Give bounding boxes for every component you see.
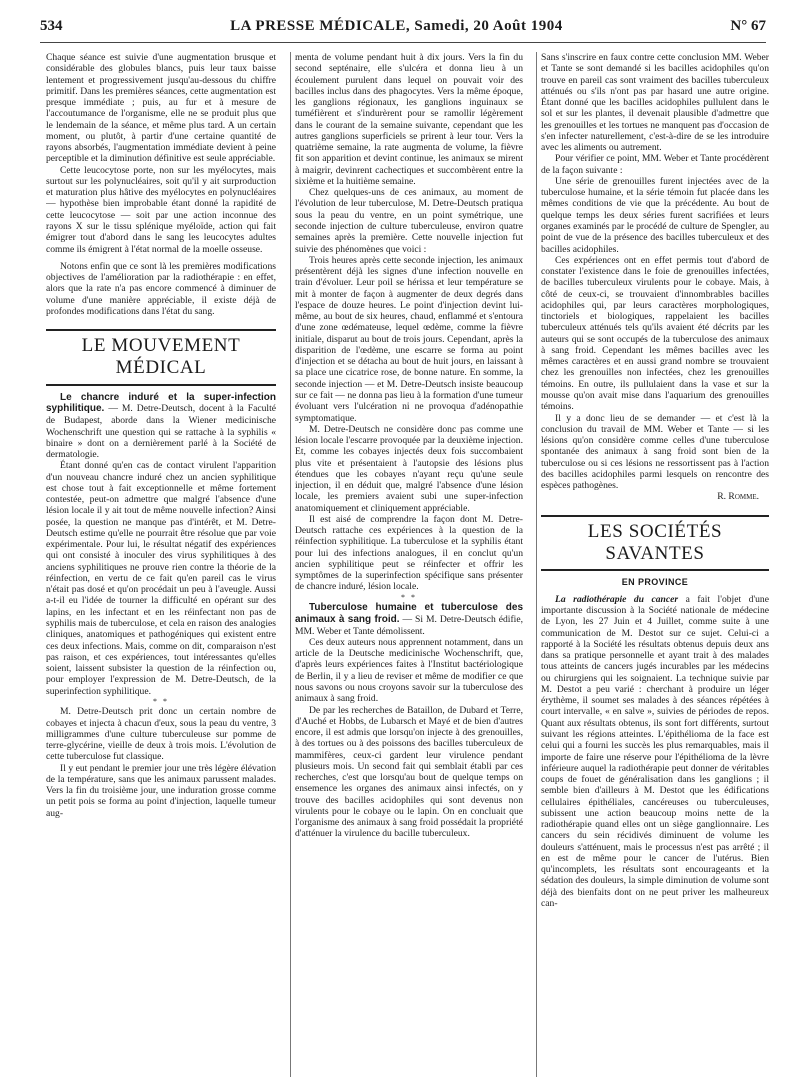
- paragraph: Étant donné qu'en cas de contact virulent l'apparition d'un nouveau chancre induré chez un ancien syphilitique est chose tout à fait exceptionnelle et même fortement contestée, peut-on admettre que malgré l'absence d'une lésion locale il y ait tout de même nouvelle infection? Ainsi posée, la question ne manque pas d'intérêt, et M. Detre-Deutsch estime qu'elle ne pourrait être résolue que par voie expérimentale. Pour lui, le résultat négatif des expériences qui ont consisté à inoculer des virus syphilitiques à des anciens syphilitiques ne prouve rien contre la théorie de la réinfection, en vertu de ce fait qu'en pareil cas le virus n'était pas dosé et qu'on procédait un peu à l'aveugle. Aussi a-t-il eu l'idée de tourner la difficulté en opérant sur des lapins, en les infectant et en les réinfectant non pas de syphilis mais de tuberculose, et cela en raison des analogies cliniques, anatomiques et pathogéniques qui existent entre ces deux infections. Mais, comme on dit, comparaison n'est pas raison, et ces expériences, tout intéressantes qu'elles soient, laissent subsister la question de la réinfection ou, pour employer l'expression de M. Detre-Deutsch, de la superinfection syphilitique.: [46, 460, 276, 697]
- section-title-societes-savantes: LES SOCIÉTÉS SAVANTES: [541, 515, 769, 572]
- article-text: — Si M. Detre-Deutsch édifie, MM. Weber et Tante démolissent.: [295, 613, 523, 637]
- column-3: [536, 52, 769, 1077]
- section-separator: * *: [153, 696, 169, 706]
- paragraph: Trois heures après cette seconde injection, les animaux présentèrent déjà les signes d'une infection nouvelle en train d'évoluer. Leur poil se hérissa et leur température se mit à monter de façon à augmenter de deux degrés dans l'espace de douze heures. Le point d'injection devint lui-même, au bout de six heures, chaud, enflammé et s'entoura d'une zone œdémateuse, lequel œdème, comme la fièvre initiale, disparut au bout de trois jours. Cependant, après la disparition de l'œdème, une escarre se forma au point d'injection et se détacha au bout de huit jours, en laissant à sa place une cicatrice rose, de bonne nature. En somme, la seconde injection — et M. Detre-Deutsch insiste beaucoup sur ce fait — ne donna pas lieu à la formation d'une tumeur évoluant vers l'ulcération ni ne provoqua d'adénopathie symptomatique.: [295, 254, 523, 424]
- article-lead: Tuberculose humaine et tuberculose des animaux à sang froid.: [295, 602, 523, 625]
- paragraph: Une série de grenouilles furent injectées avec de la tuberculose humaine, et la série témoin fut placée dans les mêmes conditions de vie que la précédente. Au bout de quelque temps les deux séries furent sacrifiées et leurs organes examinés par le procédé de culture de Spengler, au point de vue de la présence des bacilles tuberculeux et des bacilles acidophiles.: [541, 175, 769, 255]
- issue-number: N° 67: [730, 18, 766, 34]
- paragraph: Ces deux auteurs nous apprennent notamment, dans un article de la Deutsche medicinische Wochenschrift, que, d'après leurs expériences faites à l'Institut bactériologique de Berlin, il y a lieu de reviser et même de modifier ce que nous savons ou nous croyons savoir sur la tuberculose des animaux à sang froid.: [295, 636, 523, 705]
- paragraph: Il y a donc lieu de se demander — et c'est là la conclusion du travail de MM. Weber et Tante — si les lésions qu'on considère comme celles d'une tuberculose spontanée des animaux à sang froid sont bien de la tuberculose ou si ces lésions ne ressortissent pas à l'action des bacilles acidophiles parmi lesquels on rencontre des espèces pathogènes.: [541, 412, 769, 492]
- article-lead: Le chancre induré et la super-infection syphilitique.: [46, 391, 276, 415]
- paragraph: M. Detre-Deutsch prit donc un certain nombre de cobayes et injecta à chacun d'eux, sous la peau du ventre, 3 milligrammes d'une culture tuberculeuse sur pomme de terre-glycérine, vieille de deux à trois mois. L'évolution de cette tuberculose fut classique.: [46, 706, 276, 763]
- paragraph: M. Detre-Deutsch ne considère donc pas comme une lésion locale l'escarre provoquée par la deuxième injection. Et, comme les cobayes injectés deux fois succombaient plus vite et présentaient à l'autopsie des lésions plus étendues que les cobayes n'ayant reçu qu'une seule injection, il en déduit que, malgré l'absence d'une lésion locale, les premiers avaient subi une super-infection anatomiquement et cliniquement appréciable.: [295, 423, 523, 514]
- section-title-mouvement-medical: LE MOUVEMENT MÉDICAL: [46, 329, 276, 386]
- paragraph: Chez quelques-uns de ces animaux, au moment de l'évolution de leur tuberculose, M. Detre-Deutsch pratiqua sous la peau du ventre, en un point symétrique, une seconde injection de culture tuberculeuse, environ quatre semaines après la première. Cette nouvelle injection fut suivie des phénomènes que voici :: [295, 187, 523, 255]
- paragraph: Notons enfin que ce sont là les premières modifications objectives de l'amélioration par la radiothérapie : en effet, alors que la rate n'a pas encore commencé à diminuer de volume d'une manière appréciable, il existe déjà de profondes modifications dans l'état du sang.: [46, 260, 276, 317]
- article-lead: La radiothérapie du cancer: [555, 593, 679, 605]
- column-1: [46, 52, 276, 1077]
- section-subtitle: EN PROVINCE: [621, 577, 689, 588]
- page-header: [40, 18, 766, 43]
- column-2: [290, 52, 523, 1077]
- paragraph: Pour vérifier ce point, MM. Weber et Tante procédèrent de la façon suivante :: [541, 153, 769, 176]
- paragraph: Cette leucocytose porte, non sur les myélocytes, mais surtout sur les polynucléaires, soit qu'il y ait surproduction et maturation plus hâtive des myélocytes en polynucléaires — hypothèse bien improbable étant donné la rapidité de cette leucocytose — soit par une action inconnue des rayons X sur le tissu splénique myéloïde, action qui fait émigrer tout d'abord dans le sang les leucocytes adultes comme ils émigrent à l'état normal de la moelle osseuse.: [46, 164, 276, 255]
- journal-title: LA PRESSE MÉDICALE, Samedi, 20 Août 1904: [230, 18, 563, 34]
- section-separator: * *: [401, 592, 417, 602]
- author-signature: R. Romme.: [717, 491, 759, 503]
- paragraph: Il est aisé de comprendre la façon dont M. Detre-Deutsch rattache ces expériences à la question de la réinfection syphilitique. La tuberculose et la syphilis étant pour lui des infections analogues, il en conclut qu'un ancien syphilitique peut se réinfecter et offrir les symptômes de la superinfection spécifique sans présenter de chancre induré, lésion locale.: [295, 513, 523, 593]
- article-text: a fait l'objet d'une importante discussion à la Société nationale de médecine de Lyon, les 27 Juin et 4 Juillet, comme suite à une communication de M. Destot sur ce sujet. Celui-ci a rapporté à la Société les résultats obtenus depuis deux ans dans sa pratique personnelle et ayant trait à des malades tous atteints de cancers jugés incurables par les médecins ou chirurgiens qui les soignaient. La technique suivie par M. Destot a peu varié : cherchant à produire un léger érythème, il soumet ses malades à des séances répétées à court intervalle, « en salve », suivies de périodes de repos. Quant aux résultats obtenus, ils sont fort différents, surtout suivant les régions atteintes. L'épithélioma de la face est celui qui a fourni les succès les plus remarquables, mais il importe de faire une réserve pour l'épithélioma de la lèvre inférieure auquel la radiothérapie peut donner de véritables coups de fouet de généralisation dans les ganglions ; il semble bien d'ailleurs à M. Destot que les édifications cellulaires épithéliales, cancéreuses ou tuberculeuses, subissent une action beaucoup moins nette de la radiothérapie quand elles ont un siège ganglionnaire. Les cancers du sein récidivés diminuent de volume les douleurs s'atténuent, mais le processus n'est pas arrêté ; il en est de même pour le cancer de l'utérus. Bien qu'incomplets, les résultats sont encourageants et la sédation des douleurs, la simple diminution de volume sont déjà des bienfaits dont on ne peut priver les malheureux can-: [541, 593, 769, 909]
- paragraph: De par les recherches de Bataillon, de Dubard et Terre, d'Auché et Hobbs, de Lubarsch et Mayé et de bien d'autres encore, il est admis que lorsqu'on injecte à des grenouilles, à des tortues ou à des poissons des bacilles tuberculeux de mammifères, ceux-ci gardent leur virulence pendant plusieurs mois. Un second fait qui semblait établi par ces recherches, c'est que lorsqu'au bout de quelque temps on ensemence les organes des animaux ainsi infectés, on y trouve des bacilles acidophiles qui sont devenus non virulents pour le cobaye ou le lapin. On en concluait que l'organisme des animaux à sang froid possédait la propriété d'atténuer la virulence du bacille tuberculeux.: [295, 704, 523, 840]
- paragraph: Sans s'inscrire en faux contre cette conclusion MM. Weber et Tante se sont demandé si les bacilles acidophiles qu'on trouve en pareil cas sont vraiment des bacilles tuberculeux atténués ou s'ils n'ont pas par hasard une autre origine. Étant donné que les bacilles acidophiles pullulent dans le sol et sur les plantes, il devenait plausible d'admettre que les grenouilles et les tortues ne manquent pas d'occasion de s'en infecter naturellement, c'est-à-dire de se les introduire avec les aliments ou autrement.: [541, 52, 769, 154]
- page-number: 534: [40, 18, 63, 34]
- paragraph: Chaque séance est suivie d'une augmentation brusque et considérable des globules blancs, puis leur taux baisse lentement et progressivement jusqu'au-dessous du chiffre primitif. Dans les premières séances, cette augmentation est presque immédiate ; puis, au fur et à mesure de l'accoutumance de l'organisme, elle ne se produit plus que le lendemain de la séance, et même plus tard. A un certain moment, ou plutôt, à partir d'une certaine quantité de rayons absorbés, l'augmentation immédiate devient à peine perceptible et la diminution définitive est seule appréciable.: [46, 52, 276, 165]
- article-text: — M. Detre-Deutsch, docent à la Faculté de Budapest, aborde dans la Wiener medicinische Wochenschrift une question qui se rattache à la syphilis « binaire » dont on a dernièrement parlé à la Société de dermatologie.: [46, 403, 276, 461]
- paragraph: Il y eut pendant le premier jour une très légère élévation de la température, sans que les animaux parussent malades. Vers la fin du troisième jour, une induration grosse comme un petit pois se forma au point d'injection, laquelle tumeur aug-: [46, 762, 276, 819]
- paragraph: Ces expériences ont en effet permis tout d'abord de constater l'existence dans le foie de grenouilles infectées, de bacilles tuberculeux virulents pour le cobaye. Mais, à côté de ceux-ci, se trouvaient d'innombrables bacilles acidophiles qui, par leurs caractères morphologiques, tinctoriels et biologiques, rappelaient les bacilles tuberculeux atténués tels qu'ils avaient été décrits par les auteurs qui se sont occupés de la tuberculose des animaux à sang froid. Cependant les mêmes bacilles avec les mêmes caractères et en aussi grand nombre se trouvaient chez les grenouilles non infectées, chez les grenouilles témoins. En outre, ils pullulaient dans la vase et sur la mousse qu'on avait mise dans l'aquarium des grenouilles témoins.: [541, 254, 769, 413]
- paragraph: menta de volume pendant huit à dix jours. Vers la fin du second septénaire, elle s'ulcéra et donna lieu à un écoulement purulent dans lequel on pouvait voir des bacilles inclus dans des phagocytes. Vers la même époque, les ganglions régionaux, les ganglions inguinaux se tuméfièrent et s'indurèrent pour se ramollir légèrement dans le courant de la semaine suivante, cependant que les autres ganglions superficiels se prirent à leur tour. Vers la quatrième semaine, la rate augmenta de volume, la fièvre fit son apparition et devint continue, les animaux se mirent à maigrir, devinrent cachectiques et succombèrent entre la sixième et la huitième semaine.: [295, 52, 523, 187]
